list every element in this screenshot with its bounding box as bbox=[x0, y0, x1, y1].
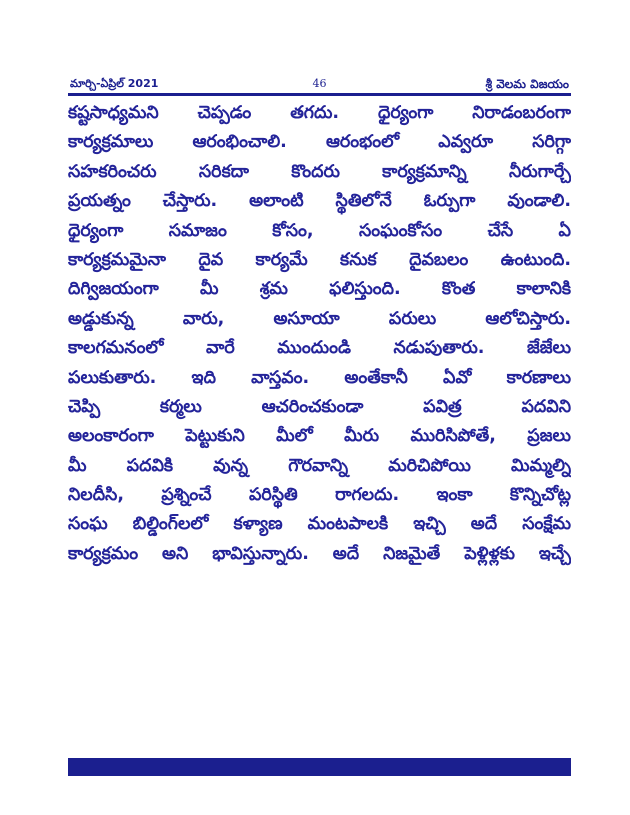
page bbox=[68, 77, 571, 777]
text-line: చెప్పి కర్మలు ఆచరించకుండా పవిత్ర పదవిని bbox=[68, 396, 571, 417]
text-line: కార్యక్రమం అని భావిస్తున్నారు. అదే నిజమైతే పెళ్లిళ్లకు ఇచ్చే bbox=[68, 543, 571, 564]
text-line: కార్యక్రమాలు ఆరంభించాలి. ఆరంభంలో ఎవ్వరూ సరిగ్గా bbox=[68, 132, 571, 153]
text-line: దిగ్విజయంగా మీ శ్రమ ఫలిస్తుంది. కొంత కాలానికి bbox=[68, 279, 571, 300]
text-line: సహకరించరు సరికదా కొందరు కార్యక్రమాన్ని నీరుగార్చే bbox=[68, 161, 571, 182]
text-line: కష్టసాధ్యమని చెప్పడం తగదు. ధైర్యంగా నిరాడంబరంగా bbox=[68, 103, 571, 123]
page-header bbox=[68, 77, 571, 96]
text-line: మీ పదవికి వున్న గౌరవాన్ని మరిచిపోయి మిమ్మల్ని bbox=[68, 455, 571, 476]
page-number: 46 bbox=[312, 77, 327, 90]
text-line: ప్రయత్నం చేస్తారు. అలాంటి స్థితిలోనే ఓర్పుగా వుండాలి. bbox=[68, 191, 571, 212]
article-body bbox=[68, 99, 571, 569]
text-line: అడ్డుకున్న వారు, అసూయా పరులు ఆలోచిస్తారు. bbox=[68, 308, 571, 329]
magazine-title: శ్రీ వెలమ విజయం bbox=[485, 77, 569, 91]
issue-date: మార్చి-ఏప్రిల్ 2021 bbox=[70, 77, 159, 90]
text-line: అలంకారంగా పెట్టుకుని మీలో మీరు మురిసిపోతే, ప్రజలు bbox=[68, 426, 571, 447]
text-line: పలుకుతారు. ఇది వాస్తవం. అంతేకానీ ఏవో కారణాలు bbox=[68, 367, 571, 388]
text-line: నిలదీసి, ప్రశ్నించే పరిస్థితి రాగలదు. ఇంకా కొన్నిచోట్ల bbox=[68, 485, 571, 506]
text-line: సంఘ బిల్డింగ్‌లలో కళ్యాణ మంటపాలకి ఇచ్చి అదే సంక్షేమ bbox=[68, 514, 571, 535]
text-line: ధైర్యంగా సమాజం కోసం, సంఘంకోసం చేసే ఏ bbox=[68, 220, 571, 241]
text-line: కాలగమనంలో వారే ముందుండి నడుపుతారు. జేజేలు bbox=[68, 338, 571, 359]
footer-bar bbox=[68, 758, 571, 776]
text-line: కార్యక్రమమైనా దైవ కార్యమే కనుక దైవబలం ఉంటుంది. bbox=[68, 249, 571, 270]
